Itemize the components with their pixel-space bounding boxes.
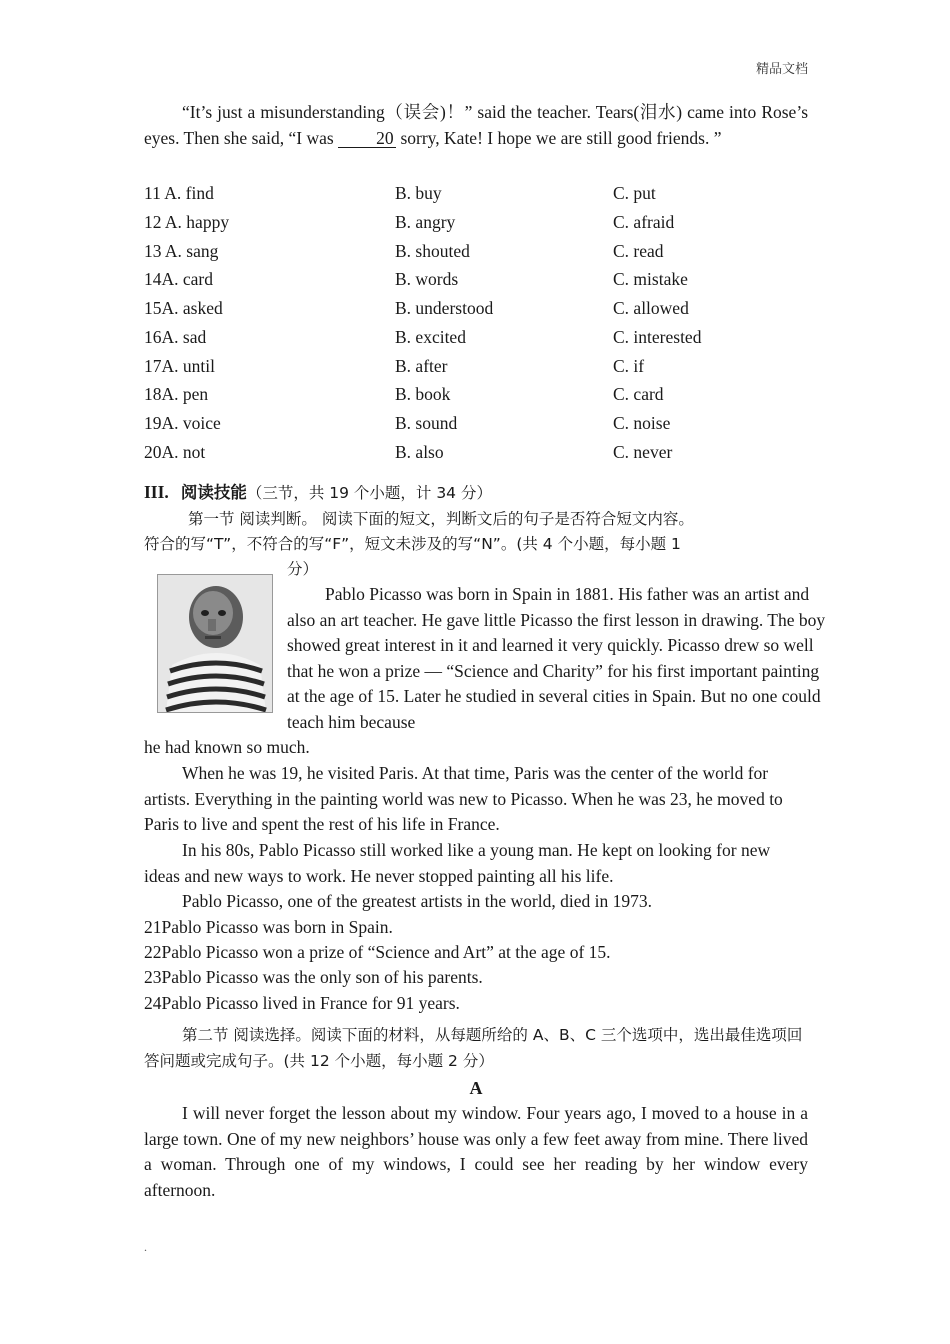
option-a: 12 A. happy bbox=[144, 212, 230, 232]
option-c: C. never bbox=[613, 442, 673, 462]
part1-instruction-line2: 符合的写“T”，不符合的写“F”，短文未涉及的写“N”。(共 4 个小题，每小题 1 bbox=[144, 535, 681, 553]
option-row-12 bbox=[144, 208, 808, 237]
option-row-11 bbox=[144, 179, 808, 208]
option-row-17 bbox=[144, 352, 808, 381]
option-a: 14A. card bbox=[144, 269, 214, 289]
option-b: B. also bbox=[395, 442, 444, 462]
answer-blank-20: 20 bbox=[338, 129, 396, 148]
header-watermark: 精品文档 bbox=[755, 62, 808, 77]
option-c: C. interested bbox=[613, 327, 702, 347]
statement-23: 23Pablo Picasso was the only son of his parents. bbox=[144, 967, 483, 987]
option-row-20 bbox=[144, 438, 808, 467]
option-c: C. put bbox=[613, 183, 656, 203]
option-a: 19A. voice bbox=[144, 413, 221, 433]
option-b: B. sound bbox=[395, 413, 458, 433]
passage-label: A bbox=[469, 1078, 483, 1098]
picasso-portrait bbox=[157, 574, 273, 713]
option-b: B. words bbox=[395, 269, 459, 289]
option-c: C. mistake bbox=[613, 269, 688, 289]
intro-text-2: sorry, Kate! I hope we are still good friends. ” bbox=[396, 127, 722, 148]
section-numeral: III. bbox=[144, 482, 169, 502]
option-c: C. noise bbox=[613, 413, 671, 433]
option-row-13 bbox=[144, 237, 808, 266]
statement-22: 22Pablo Picasso won a prize of “Science and Art” at the age of 15. bbox=[144, 942, 611, 962]
section-detail: （三节，共 19 个小题，计 34 分） bbox=[246, 484, 492, 502]
option-b: B. after bbox=[395, 356, 448, 376]
portrait-image bbox=[158, 575, 272, 712]
eighties-paragraph: In his 80s, Pablo Picasso still worked like a young man. He kept on looking for new ideas and new ways to work. He never stopped painting all his life. bbox=[144, 840, 771, 886]
option-c: C. card bbox=[613, 384, 664, 404]
option-a: 16A. sad bbox=[144, 327, 207, 347]
option-a: 17A. until bbox=[144, 356, 215, 376]
intro-text-1: “It’s just a misunderstanding（误会)！” said the teacher. Tears(泪水) came into Rose’s eyes. Then she said, “I was bbox=[144, 102, 808, 148]
option-c: C. allowed bbox=[613, 298, 689, 318]
option-b: B. understood bbox=[395, 298, 494, 318]
option-row-14 bbox=[144, 265, 808, 294]
option-row-15 bbox=[144, 294, 808, 323]
option-b: B. shouted bbox=[395, 241, 470, 261]
section-heading bbox=[144, 480, 492, 506]
option-c: C. read bbox=[613, 241, 664, 261]
option-row-16 bbox=[144, 323, 808, 352]
death-paragraph: Pablo Picasso, one of the greatest artists in the world, died in 1973. bbox=[182, 891, 652, 911]
option-a: 13 A. sang bbox=[144, 241, 219, 261]
part1-instruction-line3: 分） bbox=[287, 560, 319, 578]
paris-paragraph: When he was 19, he visited Paris. At that time, Paris was the center of the world for artists. Everything in the painting world was new to Picasso. When he was 23, he moved to Paris to live and spent the rest of his life in France. bbox=[144, 763, 783, 834]
picasso-paragraph-tail: he had known so much. bbox=[144, 737, 310, 757]
option-row-19 bbox=[144, 409, 808, 438]
part1-instruction-line1: 第一节 阅读判断。 阅读下面的短文，判断文后的句子是否符合短文内容。 bbox=[188, 510, 694, 528]
footer-mark: . bbox=[144, 1240, 147, 1254]
option-a: 11 A. find bbox=[144, 183, 214, 203]
statement-21: 21Pablo Picasso was born in Spain. bbox=[144, 917, 393, 937]
option-a: 18A. pen bbox=[144, 384, 209, 404]
option-c: C. afraid bbox=[613, 212, 675, 232]
option-b: B. excited bbox=[395, 327, 466, 347]
statement-24: 24Pablo Picasso lived in France for 91 years. bbox=[144, 993, 460, 1013]
intro-paragraph bbox=[144, 100, 808, 151]
section-title: 阅读技能 bbox=[180, 483, 247, 502]
option-row-18 bbox=[144, 380, 808, 409]
option-a: 20A. not bbox=[144, 442, 206, 462]
option-b: B. book bbox=[395, 384, 451, 404]
passage-a-paragraph: I will never forget the lesson about my window. Four years ago, I moved to a house in a large town. One of my new neighbors’ house was only a few feet away from mine. There lived a woman. Through one of my windows, I could see her reading by her window every afternoon. bbox=[144, 1103, 808, 1200]
picasso-paragraph-wrapped: Pablo Picasso was born in Spain in 1881. His father was an artist and also an art teacher. He gave little Picasso the first lesson in drawing. The boy showed great interest in it and learned it very quickly. Picasso drew so well that he won a prize — “Science and Charity” for his first important painting at the age of 15. Later he studied in several cities in Spain. But no one could teach him because bbox=[287, 584, 826, 732]
option-b: B. angry bbox=[395, 212, 456, 232]
option-b: B. buy bbox=[395, 183, 442, 203]
part2-instruction: 第二节 阅读选择。阅读下面的材料，从每题所给的 A、B、C 三个选项中，选出最佳选项回答问题或完成句子。(共 12 个小题，每小题 2 分） bbox=[144, 1026, 803, 1070]
option-a: 15A. asked bbox=[144, 298, 223, 318]
option-c: C. if bbox=[613, 356, 645, 376]
